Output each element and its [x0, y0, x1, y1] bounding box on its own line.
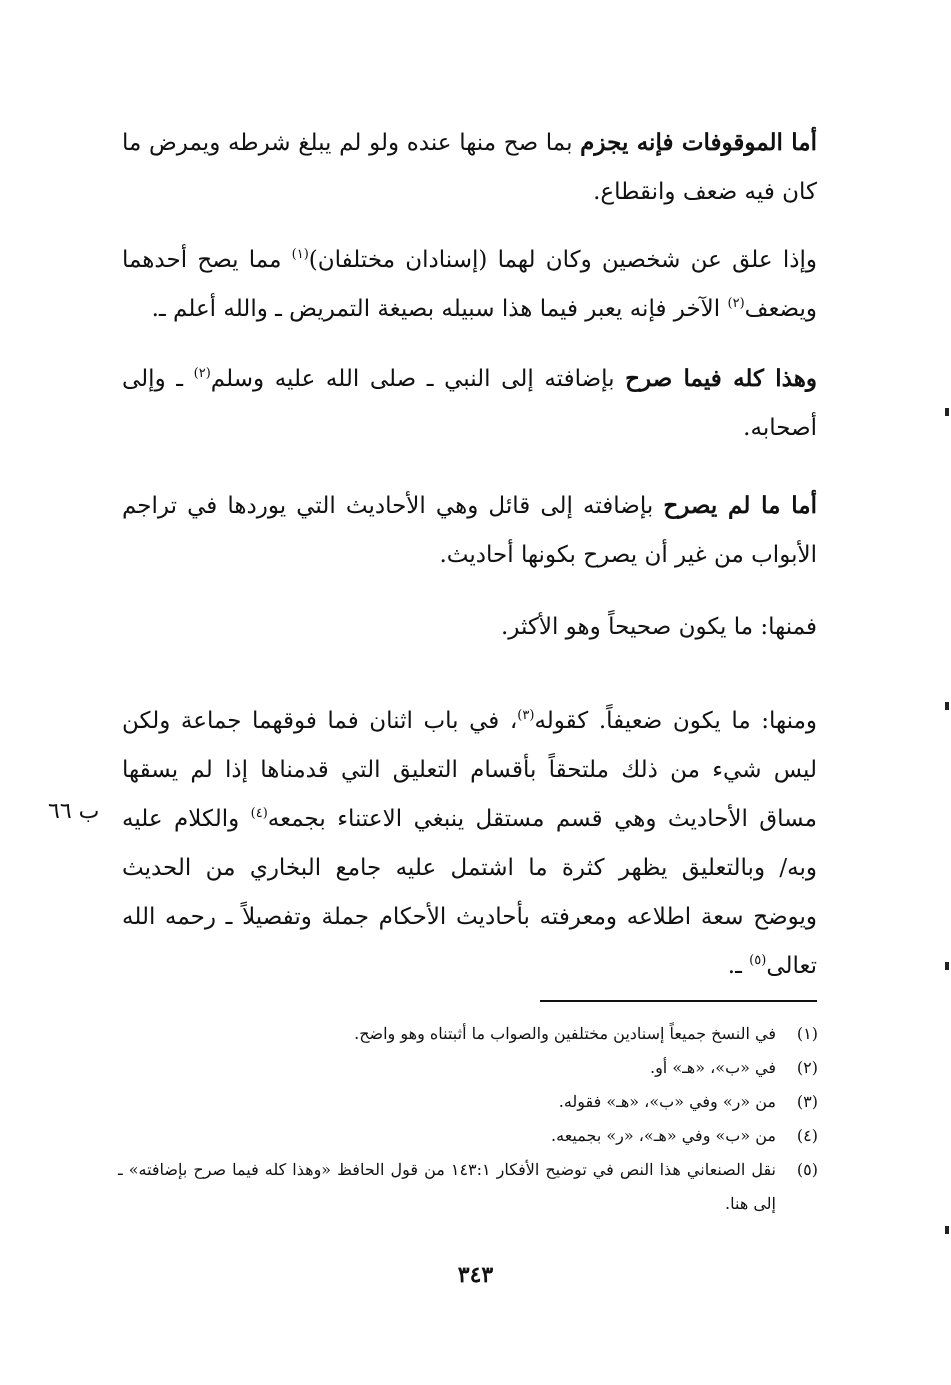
footnote-ref: (٥): [749, 953, 767, 968]
footnote-text: من «ر» وفي «ب»، «هـ» فقوله.: [558, 1092, 776, 1111]
footnote-divider: [540, 1000, 817, 1002]
paragraph-text: الآخر فإنه يعبر فيما هذا سبيله بصيغة التمريض ـ والله أعلم ـ.: [151, 296, 728, 322]
footnote-item: [118, 1153, 818, 1221]
paragraph-mawqufat: [122, 118, 817, 217]
paragraph-text: ـ وإلى أصحابه.: [122, 366, 817, 441]
paragraph-text: بما صح منها عنده ولو لم يبلغ شرطه ويمرض ما كان فيه ضعف وانقطاع.: [122, 130, 817, 205]
page-number: ٣٤٣: [457, 1262, 494, 1288]
paragraph-text: ـ.: [727, 953, 750, 979]
paragraph-lead: وهذا كله فيما صرح: [625, 365, 817, 392]
footnote-ref: (٢): [193, 366, 211, 381]
scan-edge-mark: [945, 1226, 949, 1234]
footnote-text: في «ب»، «هـ» أو.: [649, 1058, 776, 1077]
paragraph-daif: [122, 697, 817, 991]
paragraph-text: ومنها: ما يكون ضعيفاً. كقوله: [534, 708, 817, 734]
footnote-number: (٢): [796, 1058, 818, 1077]
paragraph-text: فمنها: ما يكون صحيحاً وهو الأكثر.: [500, 614, 817, 640]
paragraph-text: مما يصح أحدهما ويضعف: [122, 247, 817, 322]
paragraph-text: بإضافته إلى النبي ـ صلى الله عليه وسلم: [210, 366, 626, 392]
footnote-text: من «ب» وفي «هـ»، «ر» بجميعه.: [551, 1126, 776, 1145]
footnote-number: (٣): [796, 1092, 818, 1111]
footnote-item: [118, 1119, 818, 1153]
footnote-number: (٤): [796, 1126, 818, 1145]
paragraph-sahih: [122, 603, 817, 652]
paragraph-lead: أما الموقوفات فإنه يجزم: [580, 129, 818, 156]
paragraph-explicit-attribution: [122, 354, 817, 453]
margin-folio-note: ب ٦٦: [48, 799, 100, 824]
footnote-ref: (١): [291, 247, 309, 262]
paragraph-lead: أما ما لم يصرح: [663, 492, 817, 519]
scan-edge-mark: [945, 702, 949, 710]
footnote-item: [118, 1085, 818, 1119]
footnotes-list: [118, 1017, 818, 1221]
scan-edge-mark: [945, 962, 949, 970]
footnote-ref: (٤): [250, 806, 268, 821]
footnote-ref: (٢): [727, 296, 745, 311]
scan-edge-mark: [945, 408, 949, 416]
footnote-ref: (٣): [517, 708, 535, 723]
paragraph-text: والكلام عليه وبه/ وبالتعليق يظهر كثرة ما اشتمل عليه جامع البخاري من الحديث ويوضح سعة اطلاعه ومعرفته بأحاديث الأحكام جملة وتفصيلاً ـ رحمه الله تعالى: [122, 806, 817, 979]
paragraph-text: ، في باب اثنان فما فوقهما جماعة ولكن ليس شيء من ذلك ملتحقاً بأقسام التعليق التي قدمناها إذا لم يسقها مساق الأحاديث وهي قسم مستقل ينبغي الاعتناء بجمعه: [122, 708, 818, 832]
footnote-text: نقل الصنعاني هذا النص في توضيح الأفكار ١٤٣:١ من قول الحافظ «وهذا كله فيما صرح بإضافته» ـ إلى هنا.: [118, 1160, 776, 1213]
footnote-number: (٥): [796, 1160, 818, 1179]
footnote-item: [118, 1017, 818, 1051]
footnote-text: في النسخ جميعاً إسنادين مختلفين والصواب ما أثبتناه وهو واضح.: [354, 1024, 776, 1043]
paragraph-two-chains: [122, 236, 817, 334]
paragraph-text: بإضافته إلى قائل وهي الأحاديث التي يوردها في تراجم الأبواب من غير أن يصرح بكونها أحاديث.: [122, 493, 817, 568]
paragraph-not-explicit: [122, 481, 817, 580]
footnote-item: [118, 1051, 818, 1085]
paragraph-text: وإذا علق عن شخصين وكان لهما (إسنادان مختلفان): [308, 247, 817, 273]
footnote-number: (١): [796, 1024, 818, 1043]
